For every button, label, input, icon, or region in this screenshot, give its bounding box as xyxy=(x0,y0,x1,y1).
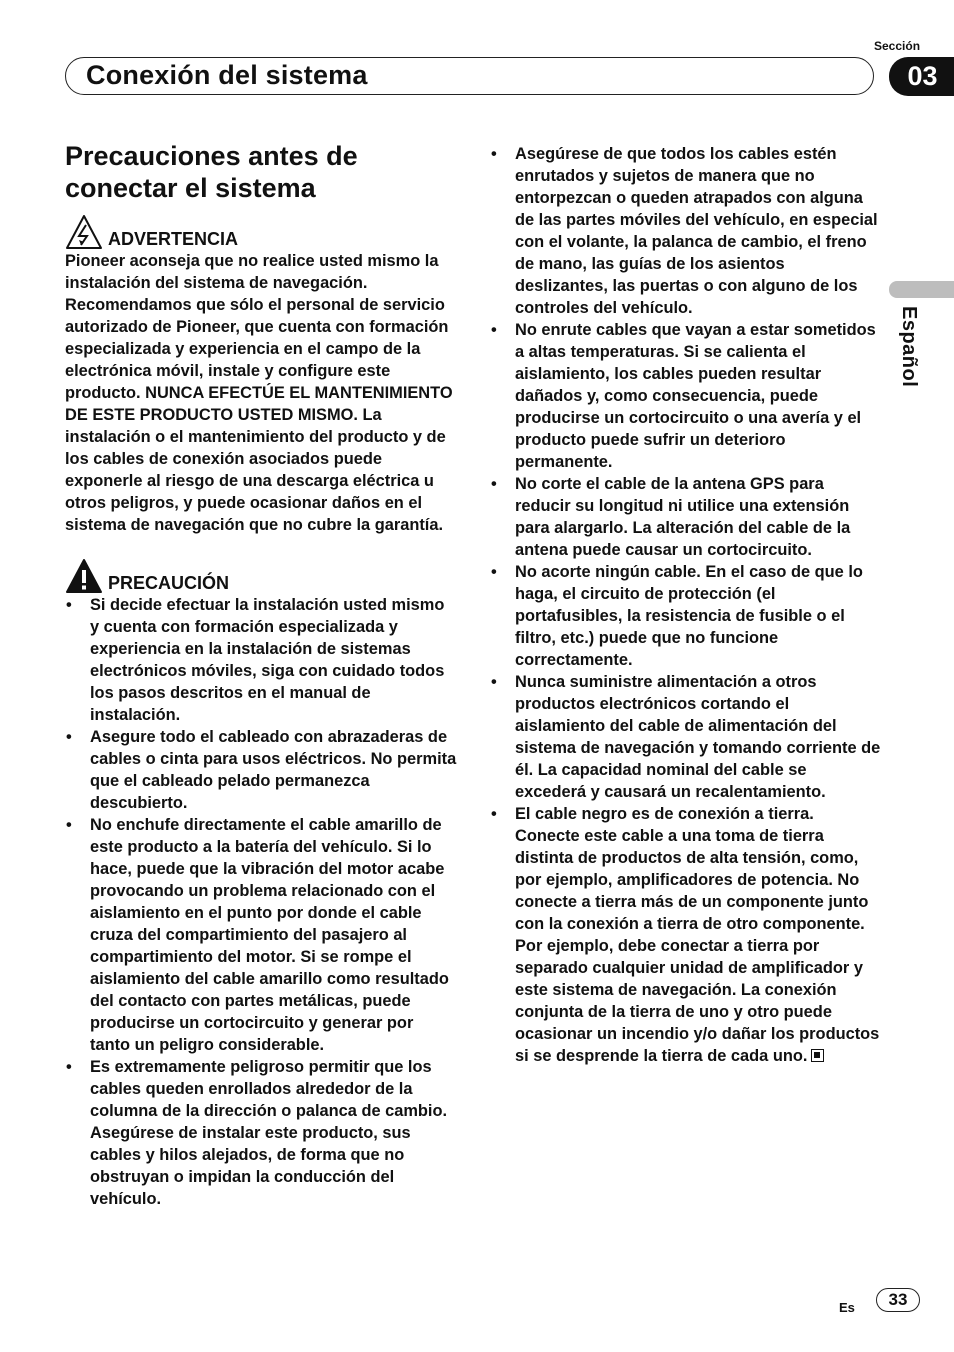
warning-text-strong: NUNCA EFECTÚE EL MANTENIMIENTO DE ESTE PRODUCTO USTED MISMO xyxy=(65,384,453,424)
caution-heading xyxy=(65,556,457,594)
list-item: • No enchufe directamente el cable amarillo de este producto a la batería del vehículo. Si lo hace, puede que la vibración del motor acabe provocando un problema relacionado con el aislamiento en el punto por donde el cable cruza del compartimiento del pasajero al compartimiento del motor. Si se rompe el aislamiento del cable amarillo como resultado del contacto con partes metálicas, puede producirse un cortocircuito y generar por tanto un peligro considerable. xyxy=(65,814,457,1056)
footer-language: Es xyxy=(839,1300,855,1315)
warning-text-end: . La instalación o el mantenimiento del producto y de los cables de conexión asociados puede exponerle al riesgo de una descarga eléctrica u otros peligros, y puede ocasionar daños en el sistema de navegación que no cubre la garantía. xyxy=(65,406,446,534)
warning-heading xyxy=(65,212,457,250)
page-number: 33 xyxy=(876,1288,920,1312)
list-item: • Si decide efectuar la instalación usted mismo y cuenta con formación especializada y experiencia en la instalación de sistemas electrónicos móviles, siga con cuidado todos los pasos descritos en el manual de instalación. xyxy=(65,594,457,726)
list-item: • Nunca suministre alimentación a otros productos electrónicos cortando el aislamiento del cable de alimentación del sistema de navegación y tomando corriente de él. La capacidad nominal del cable se excederá y causará un recalentamiento. xyxy=(490,671,882,803)
header-title: Conexión del sistema xyxy=(86,60,368,90)
list-item xyxy=(490,803,882,1067)
section-badge: 03 xyxy=(889,57,954,96)
list-item: • Es extremamente peligroso permitir que los cables queden enrollados alrededor de la columna de la dirección o palanca de cambio. Asegúrese de instalar este producto, sus cables y hilos alejados, de forma que no obstruyan o impidan la conducción del vehículo. xyxy=(65,1056,457,1210)
warning-text xyxy=(65,250,457,536)
language-tab xyxy=(889,281,954,298)
end-of-section-icon xyxy=(811,1049,824,1062)
caution-label: PRECAUCIÓN xyxy=(108,573,230,593)
list-item: • No corte el cable de la antena GPS para reducir su longitud ni utilice una extensión para alargarlo. La alteración del cable de la antena puede causar un cortocircuito. xyxy=(490,473,882,561)
list-item: • No acorte ningún cable. En el caso de que lo haga, el circuito de protección (el portafusibles, la resistencia de fusible o el filtro, etc.) puede que no funcione correctamente. xyxy=(490,561,882,671)
warning-text-plain: Pioneer aconseja que no realice usted mismo la instalación del sistema de navegación. Recomendamos que sólo el personal de servicio autorizado de Pioneer, que cuenta con formación especializada y experiencia en el campo de la electrónica móvil, instale y configure este producto. xyxy=(65,252,449,402)
header-bar xyxy=(65,57,874,95)
caution-list xyxy=(65,594,457,1210)
right-column xyxy=(490,143,882,1067)
electric-shock-warning-icon xyxy=(65,214,103,250)
precautions-list xyxy=(490,143,882,1067)
list-item: • Asegure todo el cableado con abrazaderas de cables o cinta para usos eléctricos. No permita que el cableado pelado permanezca descubierto. xyxy=(65,726,457,814)
warning-label: ADVERTENCIA xyxy=(108,229,239,249)
language-label: Español xyxy=(898,306,920,388)
list-item-text: El cable negro es de conexión a tierra. Conecte este cable a una toma de tierra distinta de productos de alta tensión, como, por ejemplo, amplificadores de potencia. No conecte a tierra más de un componente junto con la conexión a tierra de otro componente. Por ejemplo, debe conectar a tierra por separado cualquier unidad de amplificador y este sistema de navegación. La conexión conjunta de la tierra de uno y otro puede ocasionar un incendio y/o dañar los productos si se desprende la tierra de cada uno. xyxy=(515,805,880,1065)
page-title: Precauciones antes de conectar el sistema xyxy=(65,141,358,203)
caution-exclamation-icon xyxy=(65,558,103,594)
left-column xyxy=(65,140,457,1210)
list-item: • No enrute cables que vayan a estar sometidos a altas temperaturas. Si se calienta el aislamiento, los cables pueden resultar dañados y, como consecuencia, puede producirse un cortocircuito o una avería y el producto puede sufrir un deterioro permanente. xyxy=(490,319,882,473)
list-item: • Asegúrese de que todos los cables estén enrutados y sujetos de manera que no entorpezcan o queden atrapados con alguna de las partes móviles del vehículo, en especial con el volante, la palanca de cambio, el freno de mano, las guías de los asientos deslizantes, las puertas o con alguno de los controles del vehículo. xyxy=(490,143,882,319)
section-label: Sección xyxy=(874,39,921,53)
